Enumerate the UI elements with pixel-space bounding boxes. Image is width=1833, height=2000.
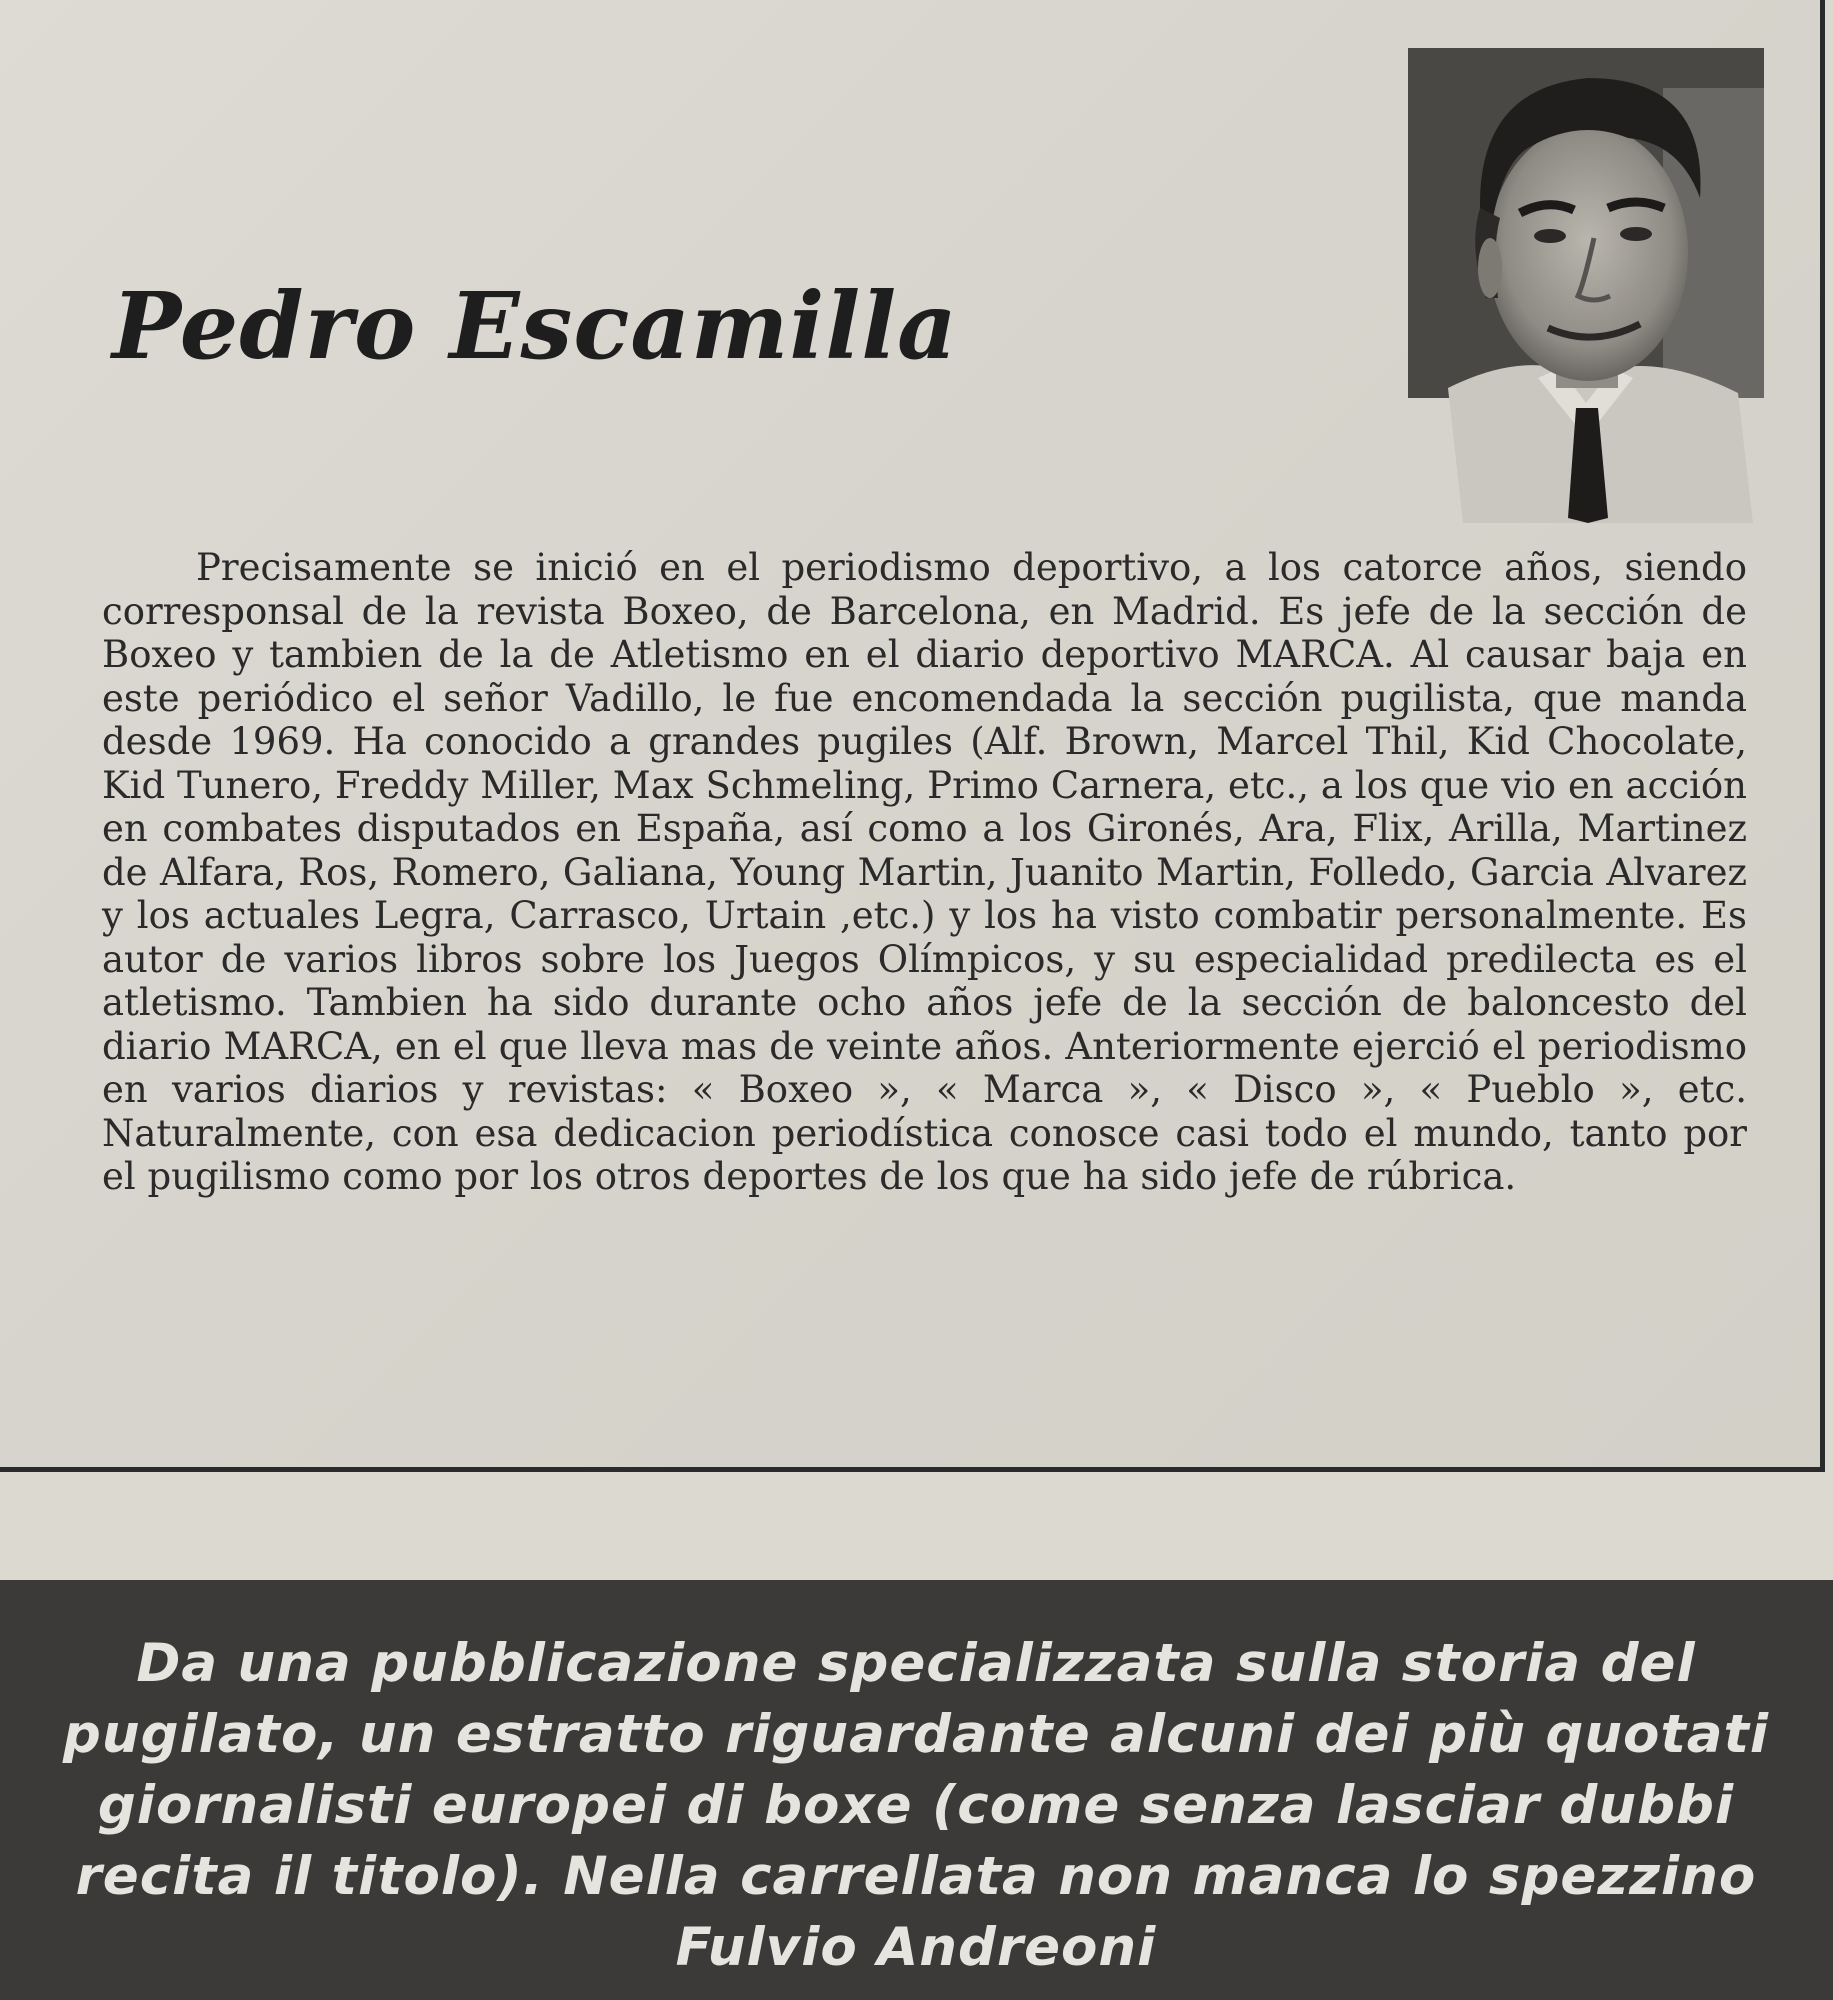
caption-text: Da una pubblicazione specializzata sulla storia del pugilato, un estratto riguardante alcuni dei più quotati giornalisti europei di boxe (come senza lasciar dubbi recita il titolo). Nella carrellata non manca lo spezzino Fulvio Andreoni	[62, 1633, 1770, 1978]
journalist-name: Pedro Escamilla	[112, 272, 958, 380]
article-body: Precisamente se inició en el periodismo deportivo, a los catorce años, siendo corresponsal de la revista Boxeo, de Barcelona, en Madrid. Es jefe de la sección de Boxeo y tambien de la de Atletismo en el diario deportivo MARCA. Al causar baja en este periódico el señor Vadillo, le fue encomendada la sección pugilista, que manda desde 1969. Ha conocido a grandes pugiles (Alf. Brown, Marcel Thil, Kid Chocolate, Kid Tunero, Freddy Miller, Max Schmeling, Primo Carnera, etc., a los que vio en acción en combates disputados en España, así como a los Gironés, Ara, Flix, Arilla, Martinez de Alfara, Ros, Romero, Galiana, Young Martin, Juanito Martin, Folledo, Garcia Alvarez y los actuales Legra, Carrasco, Urtain ,etc.) y los ha visto combatir personalmente. Es autor de varios libros sobre los Juegos Olímpicos, y su especialidad predilecta es el atletismo. Tambien ha sido durante ocho años jefe de la sección de baloncesto del diario MARCA, en el que lleva mas de veinte años. Anteriormente ejerció el periodismo en varios diarios y revistas: « Boxeo », « Marca », « Disco », « Pueblo », etc. Naturalmente, con esa dedicacion periodística conosce casi todo el mundo, tanto por el pugilismo como por los otros deportes de los que ha sido jefe de rúbrica.	[102, 546, 1747, 1198]
portrait-photo-icon	[1408, 48, 1764, 523]
